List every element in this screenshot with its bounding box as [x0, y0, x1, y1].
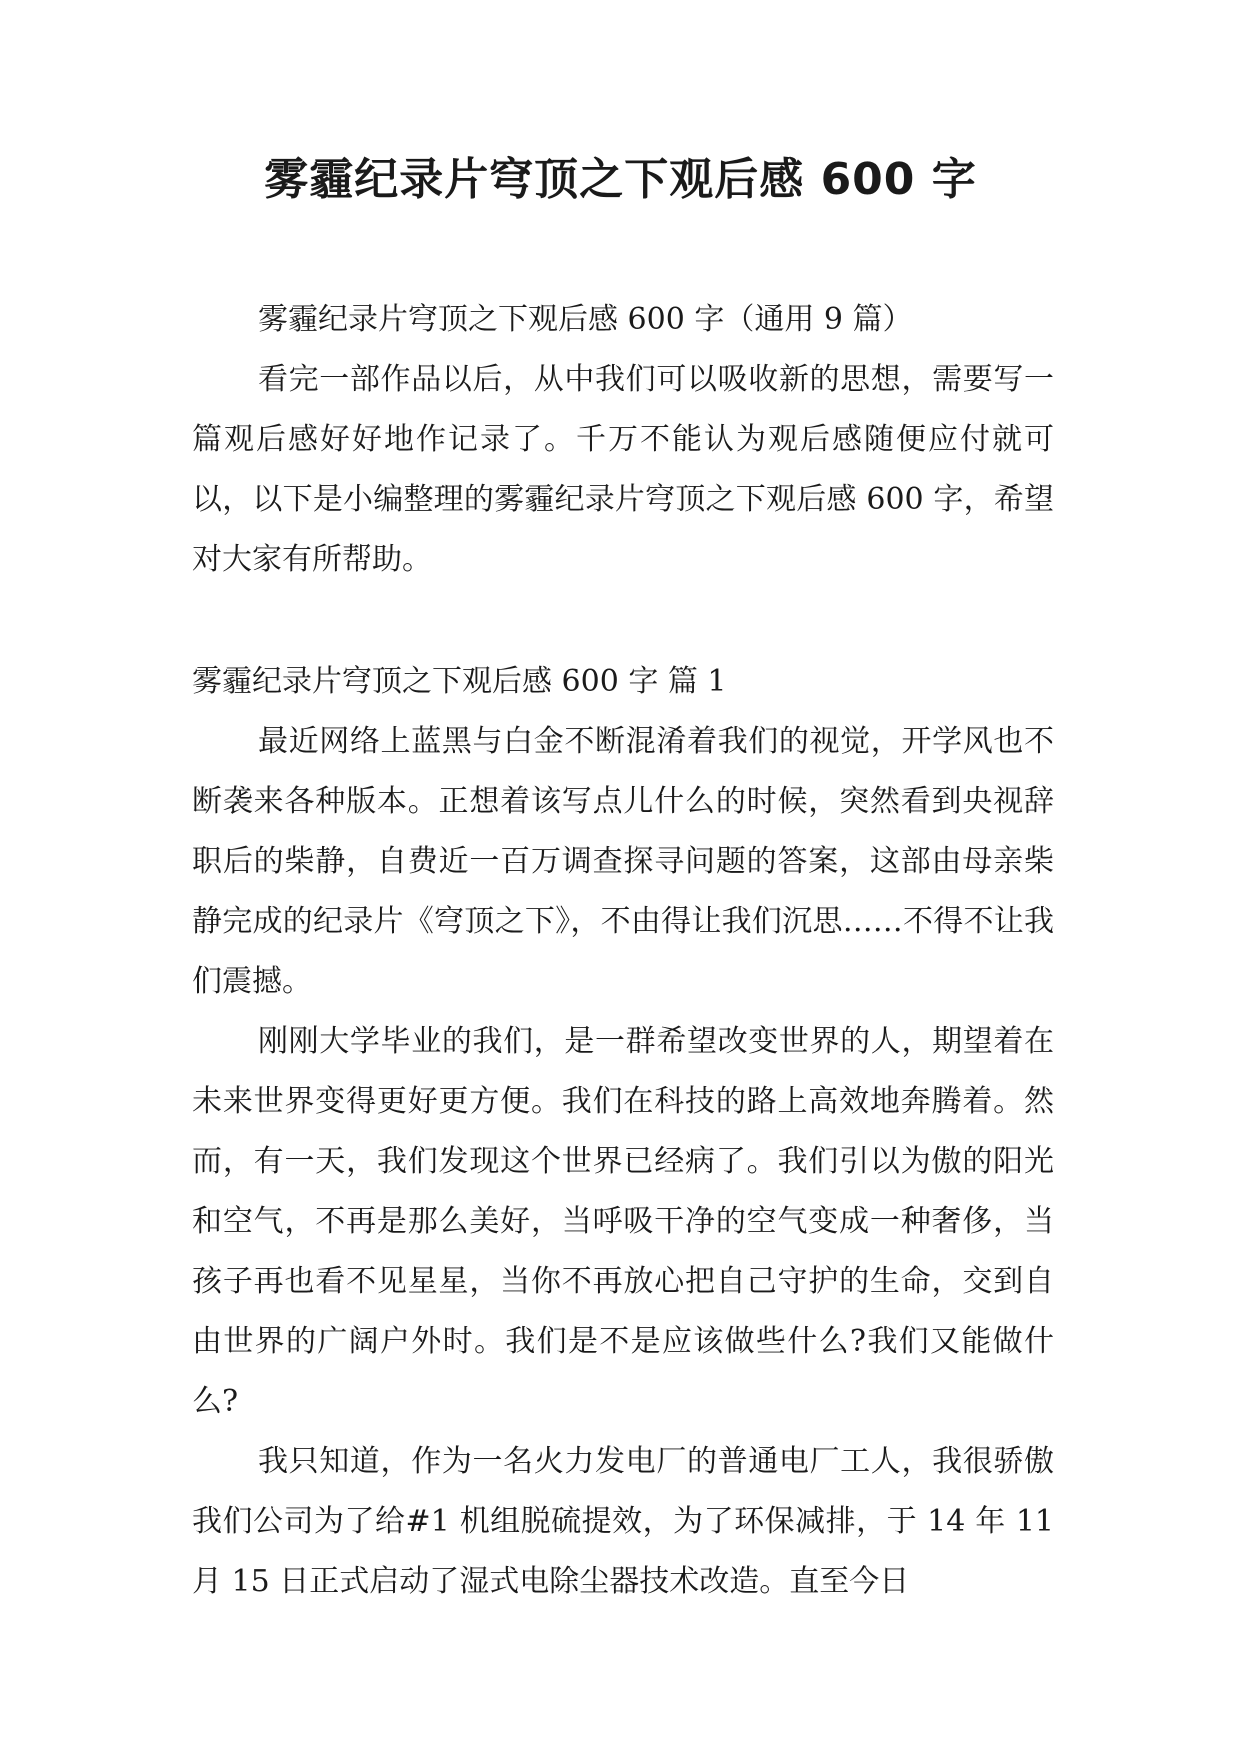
section-heading: 雾霾纪录片穹顶之下观后感 600 字 篇 1: [192, 664, 727, 699]
document-subtitle: 雾霾纪录片穹顶之下观后感 600 字（通用 9 篇）: [258, 302, 913, 337]
section-gap: [192, 590, 1054, 652]
document-body: [192, 290, 1054, 1612]
body-paragraph-3: 我只知道，作为一名火力发电厂的普通电厂工人，我很骄傲我们公司为了给#1 机组脱硫提效，为了环保减排，于 14 年 11 月 15 日正式启动了湿式电除尘器技术改造。直至今日: [192, 1444, 1054, 1599]
intro-paragraph: 看完一部作品以后，从中我们可以吸收新的思想，需要写一篇观后感好好地作记录了。千万不能认为观后感随便应付就可以，以下是小编整理的雾霾纪录片穹顶之下观后感 600 字，希望对大家有所帮助。: [192, 362, 1054, 577]
document-title: 雾霾纪录片穹顶之下观后感 600 字: [264, 154, 977, 205]
body-paragraph-1: 最近网络上蓝黑与白金不断混淆着我们的视觉，开学风也不断袭来各种版本。正想着该写点儿什么的时候，突然看到央视辞职后的柴静，自费近一百万调查探寻问题的答案，这部由母亲柴静完成的纪录片《穹顶之下》，不由得让我们沉思……不得不让我们震撼。: [192, 724, 1054, 999]
body-paragraph-2: 刚刚大学毕业的我们，是一群希望改变世界的人，期望着在未来世界变得更好更方便。我们在科技的路上高效地奔腾着。然而，有一天，我们发现这个世界已经病了。我们引以为傲的阳光和空气，不再是那么美好，当呼吸干净的空气变成一种奢侈，当孩子再也看不见星星，当你不再放心把自己守护的生命，交到自由世界的广阔户外时。我们是不是应该做些什么?我们又能做什么?: [192, 1024, 1054, 1419]
